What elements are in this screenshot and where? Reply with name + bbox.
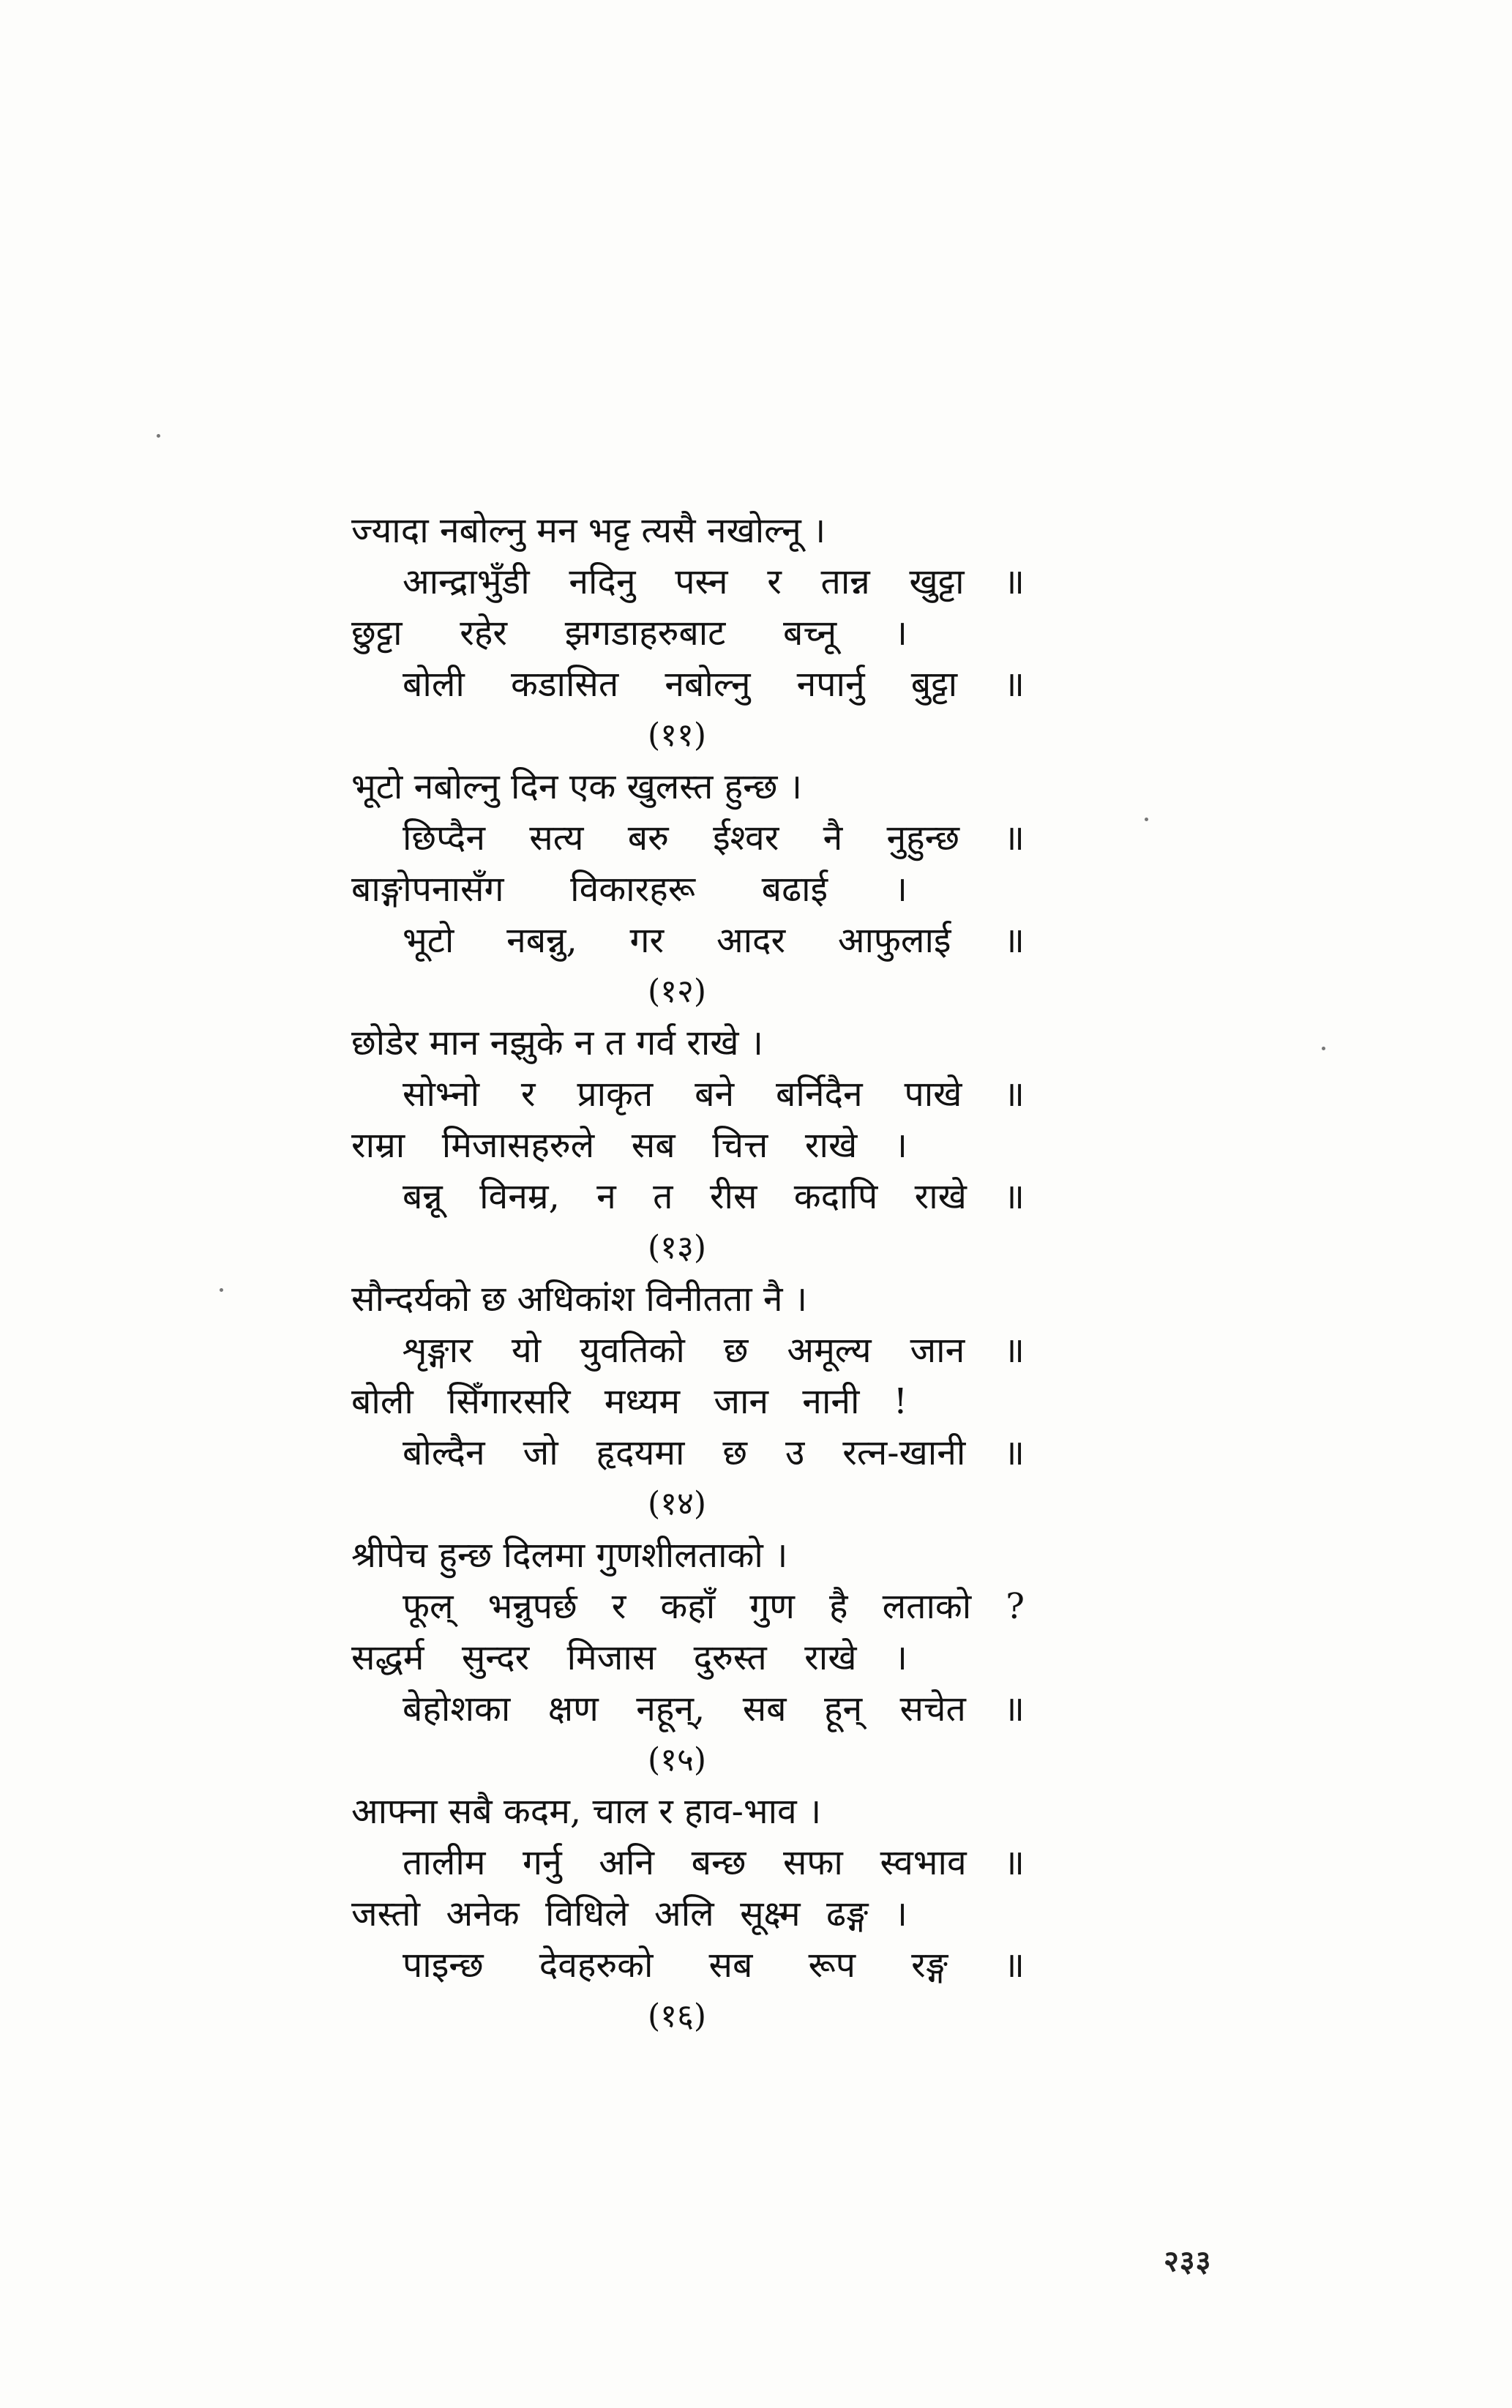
stanza-number: (१६) [647, 1997, 707, 2035]
verse-line: बेहोशका क्षण नहून्, सब हून् सचेत ॥ [403, 1689, 1025, 1730]
verse-line: बोली कडासित नबोल्नु नपार्नु बुट्टा ॥ [403, 664, 1025, 705]
scan-speck [1322, 1047, 1325, 1050]
verse-line: आन्द्राभुँडी नदिनु पस्न र तान्न खुट्टा ॥ [403, 561, 1025, 602]
stanza-number: (१३) [647, 1229, 707, 1266]
verse-line: फूल् भन्नुपर्छ र कहाँ गुण है लताको ? [403, 1586, 1025, 1627]
verse-line: आफ्ना सबै कदम, चाल र हाव-भाव । [351, 1791, 822, 1832]
stanza-number: (१४) [647, 1485, 707, 1522]
stanza-15 [351, 1530, 1025, 1786]
verse-line: सौन्दर्यको छ अधिकांश विनीतता नै । [351, 1279, 808, 1320]
verse-line: बोल्दैन जो हृदयमा छ उ रत्न-खानी ॥ [403, 1432, 1025, 1473]
scan-speck [1145, 818, 1148, 821]
stanza-number: (११) [647, 717, 707, 754]
verse-line: भूटो नबन्नु, गर आदर आफुलाई ॥ [403, 920, 1025, 961]
scan-speck [157, 434, 160, 438]
stanza-14 [351, 1274, 1025, 1530]
stanza-16 [351, 1786, 1025, 2042]
poem-body [351, 505, 1025, 2042]
verse-line: श्रीपेच हुन्छ दिलमा गुणशीलताको । [351, 1535, 788, 1576]
verse-line: राम्रा मिजासहरुले सब चित्त राखे । [351, 1125, 907, 1166]
verse-line: सोभ्नो र प्राकृत बने बर्निदैन पाखे ॥ [403, 1074, 1025, 1115]
stanza-12 [351, 761, 1025, 1017]
verse-line: पाइन्छ देवहरुको सब रूप रङ्ग ॥ [403, 1945, 1025, 1986]
stanza-11 [351, 505, 1025, 761]
verse-line: बन्नू विनम्र, न त रीस कदापि राखे ॥ [403, 1176, 1025, 1217]
stanza-13 [351, 1017, 1025, 1274]
scan-speck [220, 1288, 223, 1292]
stanza-number: (१२) [647, 973, 707, 1010]
verse-line: बाङ्गोपनासँग विकारहरू बढाई । [351, 869, 907, 910]
verse-line: तालीम गर्नु अनि बन्छ सफा स्वभाव ॥ [403, 1842, 1025, 1883]
verse-line: ज्यादा नबोल्नु मन भट्ट त्यसै नखोल्नू । [351, 510, 826, 551]
verse-line: शृङ्गार यो युवतिको छ अमूल्य जान ॥ [403, 1330, 1025, 1371]
verse-line: बोली सिँगारसरि मध्यम जान नानी ! [351, 1381, 907, 1422]
verse-line: सद्धर्म सुन्दर मिजास दुरुस्त राखे । [351, 1637, 907, 1678]
stanza-number: (१५) [647, 1741, 707, 1779]
verse-line: छुट्टा रहेर झगडाहरुबाट बच्नू । [351, 613, 907, 654]
verse-line: जस्तो अनेक विधिले अलि सूक्ष्म ढङ्ग । [351, 1893, 907, 1934]
page-number: २३३ [1164, 2244, 1212, 2278]
verse-line: छिप्दैन सत्य बरु ईश्वर नै नुहुन्छ ॥ [403, 818, 1025, 859]
verse-line: छोडेर मान नझुके न त गर्व राखे । [351, 1022, 763, 1063]
verse-line: भूटो नबोल्नु दिन एक खुलस्त हुन्छ । [351, 766, 802, 807]
